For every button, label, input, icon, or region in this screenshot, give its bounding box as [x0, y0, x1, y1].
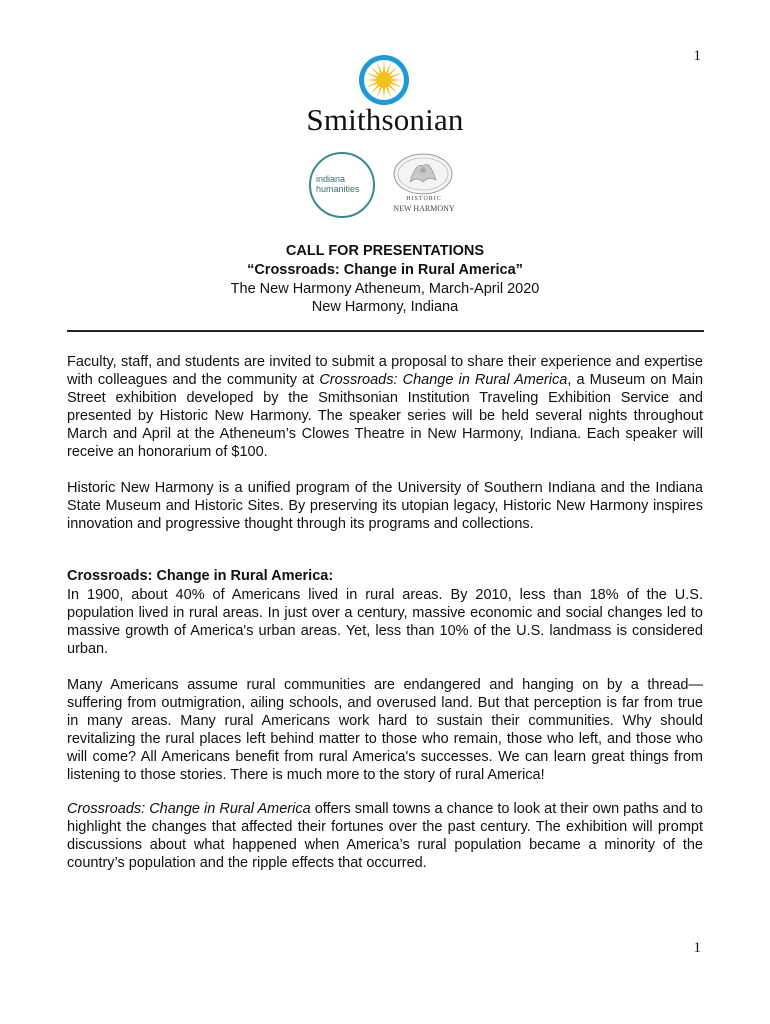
- p1-text-a: Faculty, staff, and students are invited to submit a proposal to share their experience and expertise with colleagues and the community at: [67, 354, 703, 389]
- paragraph-rural-statistics: In 1900, about 40% of Americans lived in rural areas. By 2010, less than 18% of the U.S. population lived in rural areas. In just over a century, massive economic and social changes led to massive growth of America's urban areas. Yet, less than 10% of the U.S. landmass is considered urban.: [67, 587, 703, 658]
- p1-text-b: , a Museum on Main Street exhibition developed by the Smithsonian Institution Traveling Exhibition Service and presented by Historic New Harmony. The speaker series will be held several nights throughout March and April at the Atheneum’s Clowes Theatre in New Harmony, Indiana. Each speaker will receive an honorarium of $100.: [67, 372, 704, 461]
- paragraph-historic-new-harmony: Historic New Harmony is a unified program of the University of Southern Indiana and the Indiana State Museum and Historic Sites. By preserving its utopian legacy, Historic New Harmony inspires innovation and progressive thought through its programs and collections.: [67, 480, 703, 533]
- paragraph-rural-perceptions: Many Americans assume rural communities are endangered and hanging on by a thread—suffering from outmigration, ailing schools, and overused land. But that perception is far from true in many areas. Many rural Americans work hard to sustain their communities. Why should revitalizing the rural places left behind matter to those who remain, those who left, and those who will come? All Americans benefit from rural America's successes. We can learn great things from listening to those stories. There is much more to the story of rural America!: [67, 677, 703, 784]
- historic-new-harmony-emblem: [392, 152, 454, 196]
- paragraph-exhibition-purpose: [67, 800, 703, 872]
- title-exhibition-name: “Crossroads: Change in Rural America”: [247, 262, 523, 278]
- title-location: New Harmony, Indiana: [311, 299, 459, 315]
- p1-exhibition-title: Crossroads: Change in Rural America: [319, 372, 568, 389]
- p5-text: offers small towns a chance to look at their own paths and to highlight the changes that affected their fortunes over the past century. The exhibition will prompt discussions about what happened when America’s rural population became a minority of the country’s population and the ripple effects that occurred.: [67, 801, 703, 872]
- title-venue-date: The New Harmony Atheneum, March-April 2020: [230, 281, 540, 297]
- nh-line-2: NEW HARMONY: [393, 204, 455, 213]
- page-number: 1: [693, 48, 701, 64]
- paragraph-invitation: [67, 353, 703, 462]
- indiana-humanities-text: [316, 174, 360, 194]
- ih-line-1: indiana: [316, 174, 346, 184]
- section-heading: Crossroads: Change in Rural America:: [67, 568, 334, 584]
- title-call-for-presentations: CALL FOR PRESENTATIONS: [285, 243, 485, 259]
- ih-line-2: humanities: [316, 184, 360, 194]
- header-divider: [67, 330, 704, 332]
- smithsonian-wordmark: Smithsonian: [306, 102, 464, 137]
- historic-new-harmony-text: [386, 195, 462, 213]
- smithsonian-sun-logo: [358, 54, 410, 106]
- page-number-footer: 1: [693, 940, 701, 956]
- nh-line-1: HISTORIC: [406, 196, 442, 202]
- p5-exhibition-title: Crossroads: Change in Rural America: [67, 801, 311, 817]
